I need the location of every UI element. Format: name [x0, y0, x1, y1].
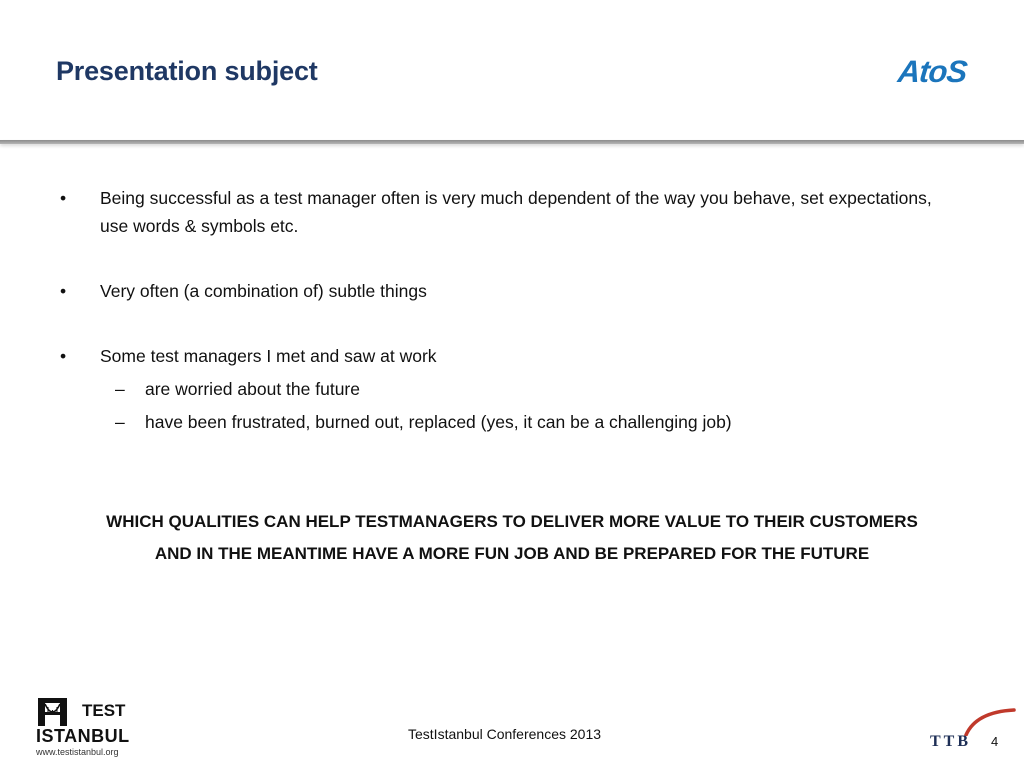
dash-mark: –	[115, 379, 125, 399]
atos-logo: AtoS	[896, 54, 969, 89]
ttb-logo-text: TTB	[930, 733, 972, 750]
bullet-mark: •	[60, 188, 67, 208]
test-istanbul-logo	[36, 694, 146, 764]
logo-test-text: TEST	[82, 701, 126, 720]
swoosh-icon	[936, 708, 1016, 736]
bullet-mark: •	[60, 346, 67, 366]
footer-conference-text: TestIstanbul Conferences 2013	[408, 726, 602, 742]
question-line: AND IN THE MEANTIME HAVE A MORE FUN JOB AND BE PREPARED FOR THE FUTURE	[154, 544, 870, 563]
key-question	[40, 506, 984, 570]
bullet-text: Very often (a combination of) subtle things	[100, 281, 427, 301]
bullet-text: Some test managers I met and saw at work	[100, 346, 437, 366]
bullet-mark: •	[60, 281, 67, 301]
header-divider	[0, 140, 1024, 144]
logo-istanbul-text: ISTANBUL	[36, 726, 130, 746]
bullet-text: Being successful as a test manager often is very much dependent of the way you behave, set expectations, use words & symbols etc.	[100, 188, 932, 236]
logo-url-text: www.testistanbul.org	[36, 747, 119, 757]
sub-bullet-text: are worried about the future	[145, 379, 360, 399]
sub-bullet-text: have been frustrated, burned out, replaced (yes, it can be a challenging job)	[145, 412, 732, 432]
bridge-icon	[36, 694, 72, 730]
slide-title: Presentation subject	[56, 56, 318, 86]
page-number: 4	[991, 734, 999, 749]
dash-mark: –	[115, 412, 125, 432]
question-line: WHICH QUALITIES CAN HELP TESTMANAGERS TO DELIVER MORE VALUE TO THEIR CUSTOMERS	[106, 512, 918, 531]
ttb-logo	[928, 708, 1018, 758]
